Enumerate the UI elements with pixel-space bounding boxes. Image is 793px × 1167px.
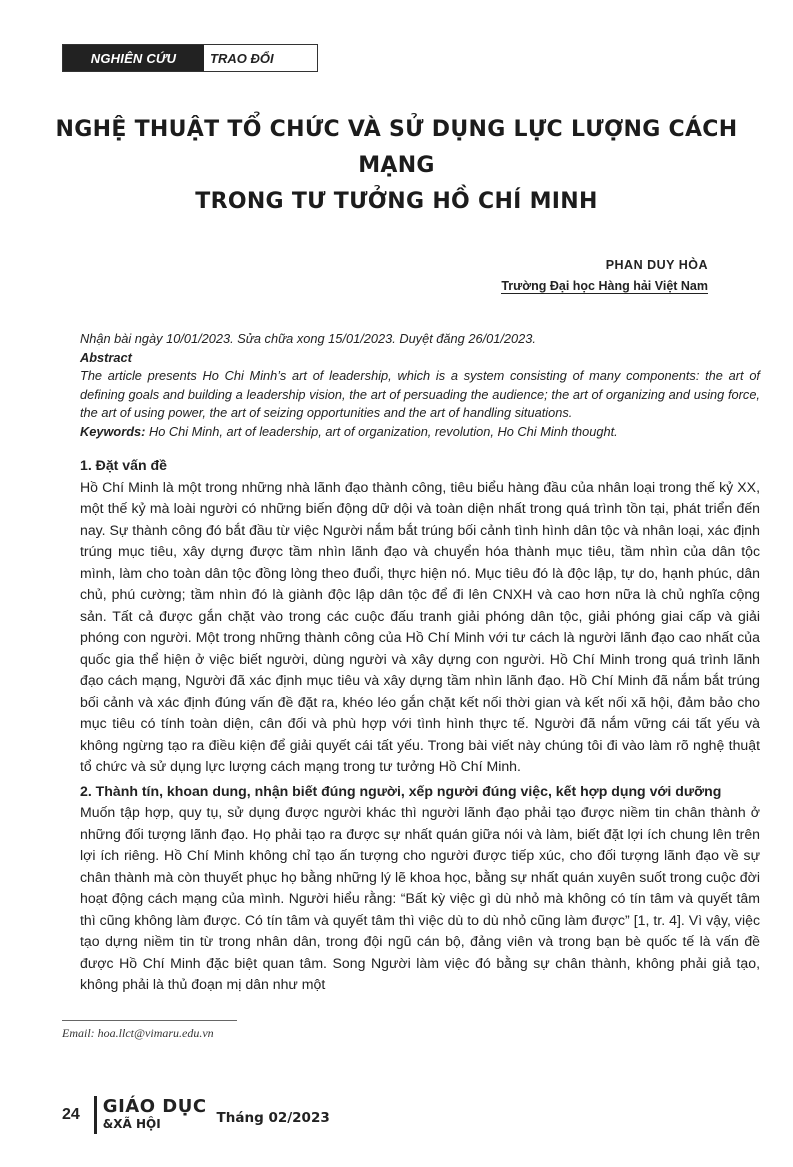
author-email: Email: hoa.llct@vimaru.edu.vn [62,1026,214,1040]
author-affiliation: Trường Đại học Hàng hải Việt Nam [501,279,708,293]
journal-logo-bottom: &XÃ HỘI [102,1117,161,1131]
section1-paragraph: Hồ Chí Minh là một trong những nhà lãnh đạo thành công, tiêu biểu hàng đầu của nhân loại trong thế kỷ XX, một thế kỷ mà loài người có những biến động dữ dội và toàn diện nhất trong quá trình tồn tại, phát triển đến nay. Sự thành công đó bắt đầu từ việc Người nắm bắt trúng bối cảnh tình hình dân tộc và nhân loại, xác định trúng mục tiêu, xây dựng được tầm nhìn lãnh đạo và chuyển hóa thành mục tiêu, tầm nhìn của dân tộc mình, làm cho toàn dân tộc đồng lòng theo đuổi, thực hiện nó. Mục tiêu đó là độc lập, tự do, hạnh phúc, dân chủ, phú cường; tầm nhìn đó là giành độc lập dân tộc để đi lên CNXH và cao hơn nữa là chủ nghĩa cộng sản. Tất cả được gắn chặt vào trong các cuộc đấu tranh giải phóng dân tộc, giải phóng giai cấp và giải phóng con người. Một trong những thành công của Hồ Chí Minh với tư cách là người lãnh đạo cao nhất của quốc gia thể hiện ở việc biết người, dùng người và xây dựng con người. Hồ Chí Minh trong quá trình lãnh đạo cách mạng, Người đã xác định mục tiêu và xây dựng tầm nhìn lãnh đạo. Hồ Chí Minh đã nắm bắt trúng bối cảnh và xác định đúng vấn đề đặt ra, khéo léo gắn chặt kết nối thời gian và kết nối xã hội, đảm bảo cho mục tiêu có tính toàn diện, cân đối và phù hợp với tình hình thực tế. Người đã nắm vững cái tất yếu và không ngừng tạo ra điều kiện để giải quyết cái tất yếu. Trong bài viết này chúng tôi đi vào làm rõ nghệ thuật tổ chức và sử dụng lực lượng cách mạng trong tư tưởng Hồ Chí Minh. [80,478,760,774]
author-block [501,255,708,297]
article-meta [80,330,760,441]
keywords-label: Keywords: [80,423,146,439]
abstract-heading: Abstract [80,349,132,365]
section2-paragraph: Muốn tập hợp, quy tụ, sử dụng được người khác thì người lãnh đạo phải tạo được niềm tin chân thành ở những đối tượng lãnh đạo. Họ phải tạo ra được sự nhất quán giữa nói và làm, biết đặt lợi ích chung lên trên lợi ích riêng. Hồ Chí Minh không chỉ tạo ấn tượng cho người được tiếp xúc, cho đối tượng lãnh đạo về sự chân thành mà còn thuyết phục họ bằng những lý lẽ khoa học, bằng sự nhất quán xuyên suốt trong cuộc đời hoạt động cách mạng của mình. Người hiểu rằng: “Bất kỳ việc gì dù nhỏ mà không có tín tâm và quyết tâm thì cũng không làm được. Có tín tâm và quyết tâm thì việc dù to dù nhỏ cũng làm được” [1, tr. 4]. Vì vậy, việc tạo dựng niềm tin từ trong nhân dân, trong đội ngũ cán bộ, đảng viên và trong bạn bè quốc tế là vấn đề được Hồ Chí Minh đặc biệt quan tâm. Song Người làm việc đó bằng sự chân thành, không phải giả tạo, không phải là thủ đoạn mị dân như một [80,804,760,992]
keywords-text: Ho Chi Minh, art of leadership, art of organization, revolution, Ho Chi Minh thought. [145,423,618,439]
page-footer [62,1090,330,1140]
section-tag-secondary: TRAO ĐỔI [210,50,274,66]
submission-dates: Nhận bài ngày 10/01/2023. Sửa chữa xong 15/01/2023. Duyệt đăng 26/01/2023. [80,331,536,346]
article-title-line2: TRONG TƯ TƯỞNG HỒ CHÍ MINH [195,189,598,214]
keywords [80,423,760,442]
section2-heading: 2. Thành tín, khoan dung, nhận biết đúng người, xếp người đúng việc, kết hợp dụng với dưỡng [80,782,722,799]
footnote-divider [62,1020,237,1021]
footer-divider [94,1096,97,1134]
article-title [40,112,753,220]
article-title-line1: NGHỆ THUẬT TỔ CHỨC VÀ SỬ DỤNG LỰC LƯỢNG CÁCH MẠNG [55,117,738,178]
journal-logo-top: GIÁO DỤC [102,1096,207,1117]
author-name: PHAN DUY HÒA [605,258,708,272]
issue-date: Tháng 02/2023 [216,1110,330,1126]
section-tag-primary: NGHIÊN CỨU [63,45,204,71]
section1-heading: 1. Đặt vấn đề [80,457,167,473]
journal-logo [103,1098,207,1132]
abstract-text: The article presents Ho Chi Minh’s art of leadership, which is a system consisting of many components: the art of defining goals and building a leadership vision, the art of persuading the audience; the art of organizing and using force, the art of using power, the art of seizing opportunities and the art of handling situations. [80,368,760,420]
page-number: 24 [62,1106,80,1123]
article-body [80,452,760,996]
section-tag [62,44,318,72]
